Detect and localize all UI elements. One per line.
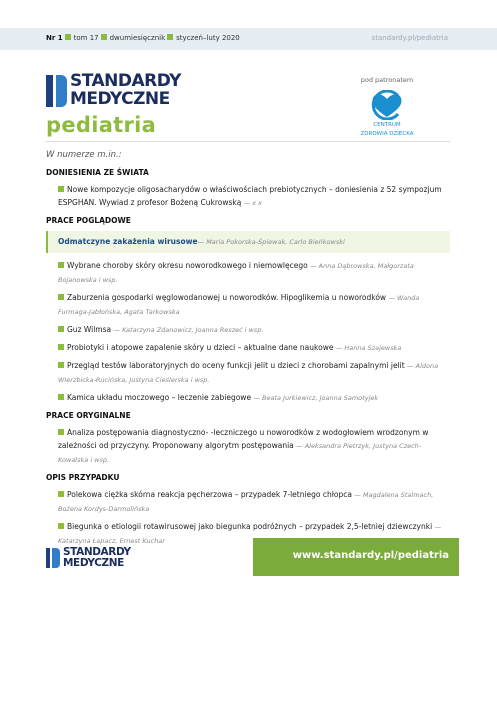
list-item[interactable] (46, 259, 450, 287)
article-title: Nowe kompozycje oligosacharydów o właściwościach prebiotycznych – doniesienia z 52 sympozjum ESPGHAN. Wywiad z profesor Bożeną Cukrowską (58, 185, 442, 207)
bullet-square-icon (58, 186, 64, 192)
article-title: Polekowa ciężka skórna reakcja pęcherzowa – przypadek 7-letniego chłopca (67, 490, 352, 499)
article-authors: — Hanna Szajewska (335, 344, 402, 352)
section-title: PRACE ORYGINALNE (46, 411, 131, 420)
header-bar (0, 28, 497, 50)
section-title: DONIESIENIA ZE ŚWIATA (46, 168, 149, 177)
bullet-square-icon (58, 429, 64, 435)
patronage-block (355, 76, 419, 138)
section-title: OPIS PRZYPADKU (46, 473, 120, 482)
list-item[interactable] (46, 426, 450, 467)
footer-logo-line2: MEDYCZNE (63, 557, 124, 569)
logo-mark-icon (46, 75, 67, 107)
logo-line1: STANDARDY (70, 71, 181, 91)
issue-info (46, 34, 240, 42)
list-item[interactable] (46, 291, 450, 319)
issue-date: styczeń–luty 2020 (176, 34, 240, 42)
contents-list (46, 168, 450, 552)
list-item[interactable] (46, 359, 450, 387)
footer-logo (46, 547, 156, 571)
article-authors: — Anna Dąbrowska, Małgorzata Bojanowska i wsp. (58, 262, 414, 284)
patronage-label: pod patronatem (360, 76, 414, 84)
logo-line2: MEDYCZNE (70, 89, 170, 109)
footer-url-banner[interactable] (253, 538, 459, 576)
list-item[interactable] (46, 341, 450, 355)
bullet-square-icon (58, 262, 64, 268)
czd-heart-logo-icon (367, 90, 407, 120)
article-title: Przegląd testów laboratoryjnych do oceny funkcji jelit u dzieci z chorobami zapalnymi jelit (67, 361, 405, 370)
article-title: Odmatczyne zakażenia wirusowe (58, 237, 198, 246)
bullet-square-icon (58, 394, 64, 400)
logo-mark-icon (46, 548, 60, 568)
bullet-square-icon (58, 362, 64, 368)
article-title: Biegunka o etiologii rotawirusowej jako biegunka podróżnych – przypadek 2,5-letniej dziewczynki (67, 522, 433, 531)
article-title: Wybrane choroby skóry okresu noworodkowego i niemowlęcego (67, 261, 308, 270)
bullet-square-icon (65, 34, 71, 40)
bullet-square-icon (58, 294, 64, 300)
article-authors: — Wanda Furmaga-Jabłońska, Agata Tarkowska (58, 294, 420, 316)
footer-logo-line1: STANDARDY (63, 546, 131, 558)
issue-number: Nr 1 (46, 34, 63, 42)
article-authors: — Beata Jurkiewicz, Joanna Samotyjek (253, 394, 379, 402)
intro-text: W numerze m.in.: (46, 150, 122, 160)
section-title: PRACE POGLĄDOWE (46, 216, 131, 225)
list-item[interactable] (46, 488, 450, 516)
site-link[interactable]: standardy.pl/pediatria (371, 34, 448, 42)
article-title: Zaburzenia gospodarki węglowodanowej u noworodków. Hipoglikemia u noworodków (67, 293, 387, 302)
list-item[interactable] (46, 323, 450, 337)
bullet-square-icon (101, 34, 107, 40)
article-title: Guz Wilmsa (67, 325, 112, 334)
article-authors: — Aleksandra Pietrzyk, Justyna Czech-Kowalska i wsp. (58, 442, 422, 464)
bullet-square-icon (58, 326, 64, 332)
bullet-square-icon (58, 523, 64, 529)
list-item[interactable] (46, 183, 450, 210)
patron-org-line2: ZDROWIA DZIECKA (360, 131, 414, 137)
footer-url[interactable]: www.standardy.pl/pediatria (292, 550, 449, 561)
article-authors: — Magdalena Stalmach, Bożena Kordys-Darmolińska (58, 491, 434, 513)
patron-org-line1: CENTRUM (373, 122, 401, 128)
volume: tom 17 (73, 34, 99, 42)
journal-title: pediatria (46, 113, 157, 137)
article-authors: — Katarzyna Zdanowicz, Joanna Reszeć i wsp. (113, 326, 264, 334)
list-item[interactable] (46, 391, 450, 405)
article-authors: — Katarzyna Łapacz, Ernest Kuchar (58, 523, 442, 545)
article-title: Analiza postępowania diagnostyczno- -leczniczego u noworodków z wodogłowiem wrodzonym w zależności od przyczyny. Proponowany algorytm postępowania (58, 428, 429, 450)
bullet-square-icon (58, 344, 64, 350)
bullet-square-icon (58, 491, 64, 497)
article-title: Probiotyki i atopowe zapalenie skóry u dzieci – aktualne dane naukowe (67, 343, 334, 352)
article-authors: — Maria Pokorska-Śpiewak, Carlo Bieńkowski (197, 238, 345, 246)
article-title: Kamica układu moczowego – leczenie zabiegowe (67, 393, 252, 402)
article-authors: — x x (243, 199, 263, 207)
standardy-logo (46, 72, 206, 110)
bullet-square-icon (167, 34, 173, 40)
featured-article[interactable] (46, 231, 450, 253)
frequency: dwumiesięcznik (109, 34, 166, 42)
divider (46, 141, 450, 142)
article-authors: — Aldona Wierzbicka-Rucińska, Justyna Cieślerska i wsp. (58, 362, 439, 384)
